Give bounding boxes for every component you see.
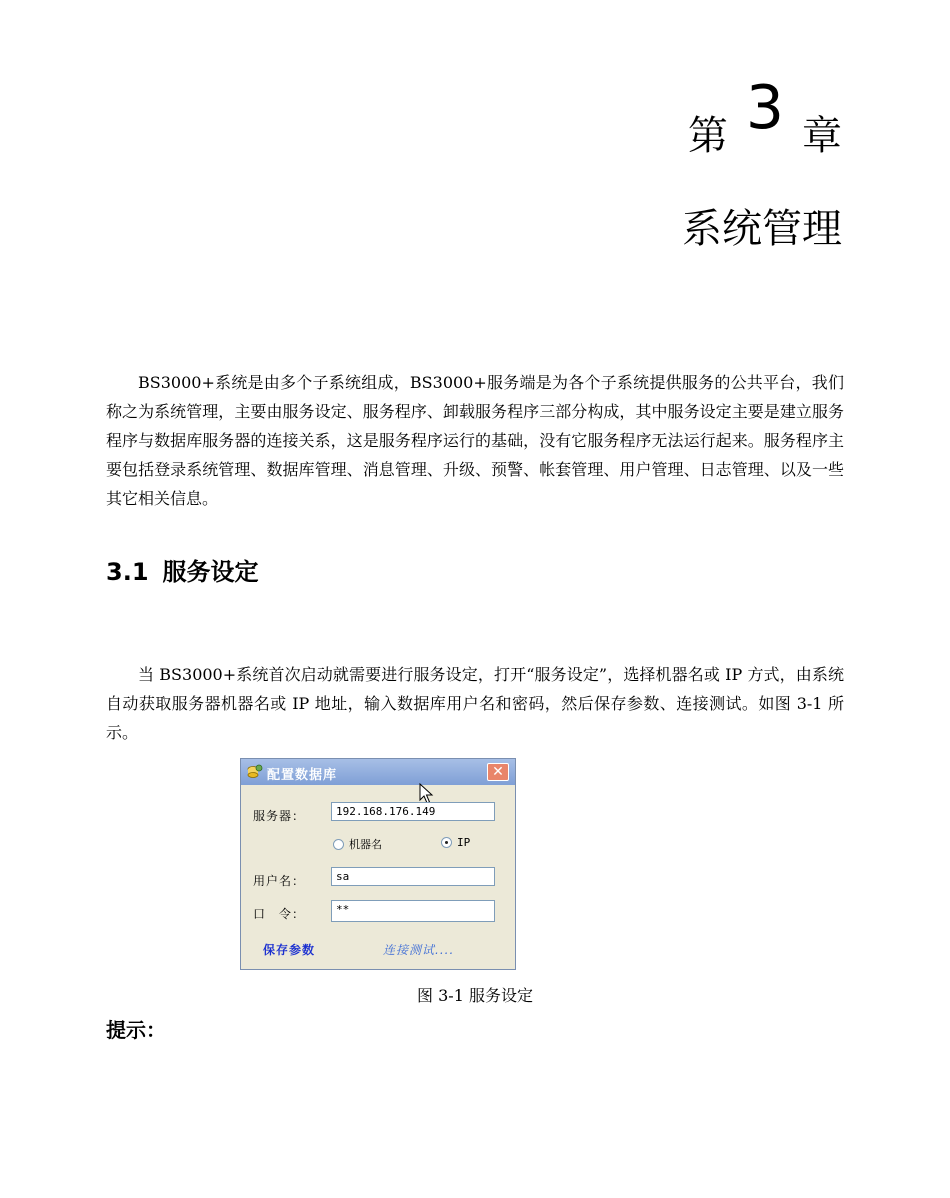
figure-caption: 图 3-1 服务设定	[417, 986, 533, 1005]
chapter-word-after: 章	[802, 113, 842, 159]
dialog-title: 配置数据库	[267, 768, 338, 783]
server-input[interactable]: 192.168.176.149	[331, 802, 495, 821]
intro-paragraph: BS3000+系统是由多个子系统组成，BS3000+服务端是为各个子系统提供服务的公共平台，我们称之为系统管理，主要由服务设定、服务程序、卸载服务程序三部分构成，其中服务设定主要是建立服务程序与数据库服务器的连接关系，这是服务程序运行的基础，没有它服务程序无法运行起来。服务程序主要包括登录系统管理、数据库管理、消息管理、升级、预警、帐套管理、用户管理、日志管理、以及一些其它相关信息。	[106, 373, 844, 508]
section-paragraph: 当 BS3000+系统首次启动就需要进行服务设定，打开“服务设定”，选择机器名或 IP 方式，由系统自动获取服务器机器名或 IP 地址，输入数据库用户名和密码，然后保存参数、连接测试。如图 3-1 所示。	[106, 665, 844, 742]
password-input[interactable]: **	[331, 900, 495, 922]
password-label: 口 令：	[253, 907, 306, 921]
section-heading	[106, 558, 259, 587]
chapter-number: 3	[745, 73, 784, 143]
chapter-word-before: 第	[687, 113, 728, 159]
username-input[interactable]: sa	[331, 867, 495, 886]
radio-ip-dot[interactable]	[441, 837, 452, 848]
section-number: 3.1	[106, 558, 149, 586]
radio-ip[interactable]	[441, 836, 470, 849]
radio-machine-name-label: 机器名	[349, 838, 382, 851]
radio-ip-label: IP	[457, 836, 471, 849]
tip-heading: 提示：	[106, 1018, 166, 1042]
save-parameters-button[interactable]: 保存参数	[263, 943, 316, 957]
dialog-titlebar[interactable]	[241, 759, 515, 785]
database-config-icon	[247, 764, 263, 780]
section-title: 服务设定	[162, 558, 259, 586]
radio-machine-name-dot[interactable]	[333, 839, 344, 850]
radio-machine-name[interactable]	[333, 836, 382, 852]
chapter-heading	[687, 73, 842, 160]
username-label: 用户名：	[253, 874, 306, 888]
config-database-dialog	[240, 758, 516, 970]
close-icon[interactable]: ✕	[487, 763, 509, 781]
connection-test-button[interactable]: 连接测试....	[383, 943, 455, 957]
chapter-title: 系统管理	[682, 206, 842, 252]
server-label: 服务器：	[253, 809, 306, 823]
